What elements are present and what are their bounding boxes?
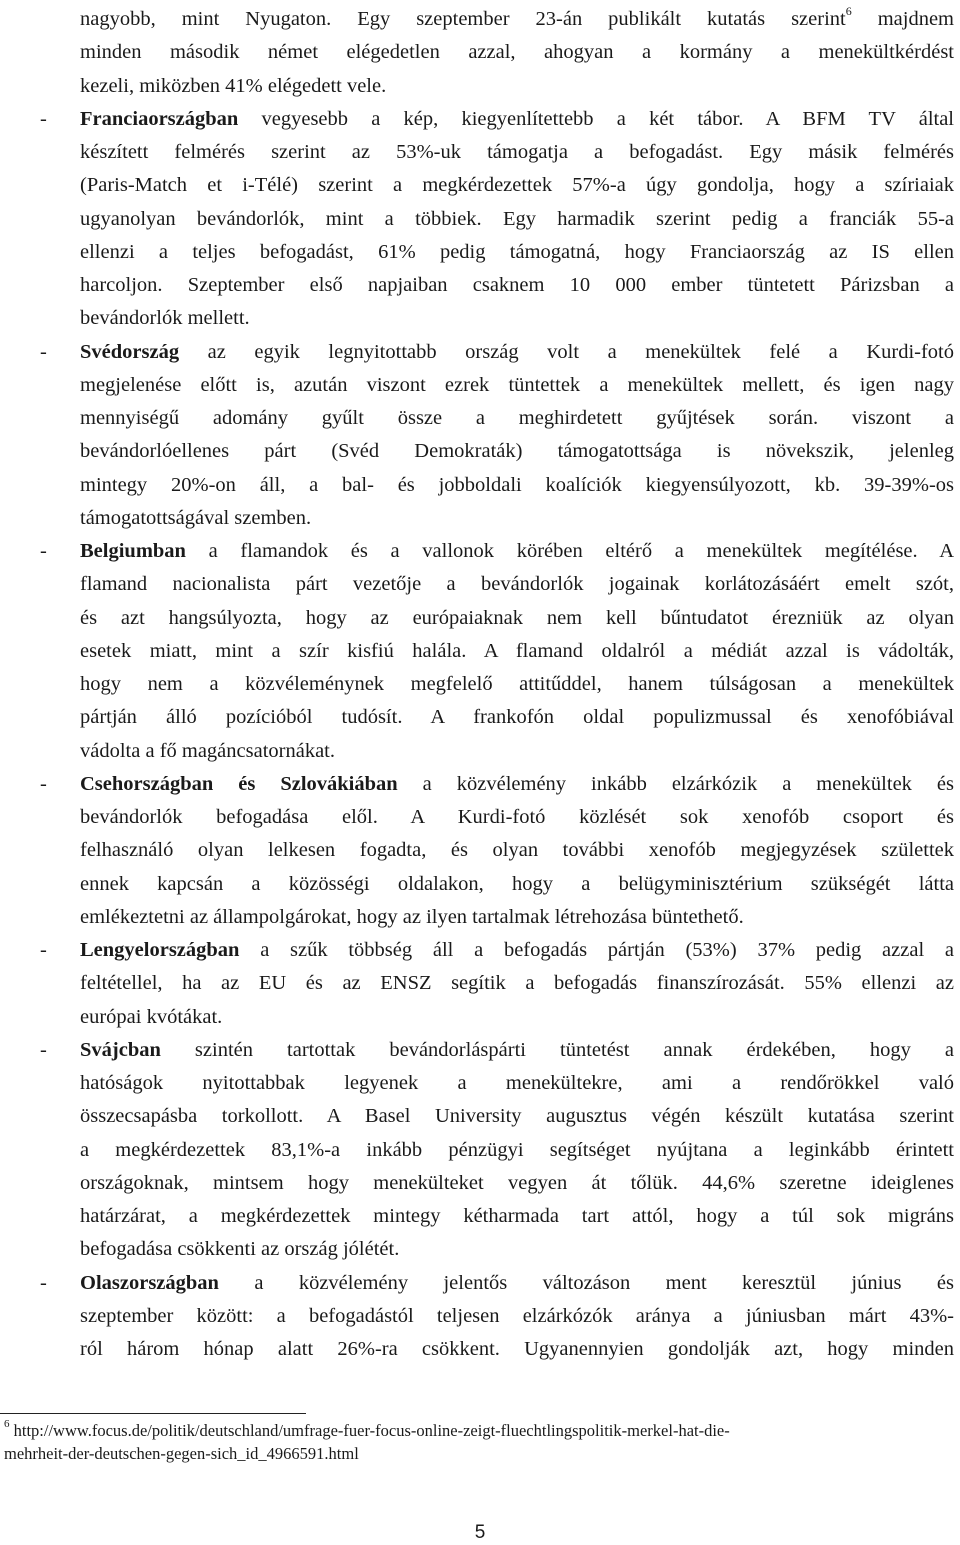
list-item-line xyxy=(80,169,954,202)
list-item-line xyxy=(80,768,954,801)
text-span: megjelenése előtt is, azután viszont ezrek tüntettek a menekültek mellett, és igen nagy xyxy=(80,373,954,396)
text-span: összecsapásba torkollott. A Basel University augusztus végén készült kutatása szerint xyxy=(80,1105,954,1128)
text-span: készített felmérés szerint az 53%-uk támogatja a befogadást. Egy másik felmérés xyxy=(80,141,954,163)
list-item-line xyxy=(80,735,954,768)
text-span: a szűk többség áll a befogadás pártján (53%) 37% pedig azzal a xyxy=(239,939,954,961)
text-span: befogadása csökkenti az ország jólétét. xyxy=(80,1238,400,1261)
country-name: Svédország xyxy=(80,340,180,363)
list-item-line xyxy=(80,203,954,236)
footnote-ref: 6 xyxy=(845,4,852,19)
list-item-line xyxy=(80,302,954,335)
text-span: a közvélemény inkább elzárkózik a menekültek és xyxy=(397,772,954,795)
footnote-divider xyxy=(0,1413,306,1414)
text-span: felhasználó olyan lelkesen fogadta, és olyan további xenofób megjegyzések születtek xyxy=(80,839,954,862)
country-name: Lengyelországban xyxy=(80,939,240,961)
list-item-line xyxy=(80,1167,954,1200)
list-bullet-dash: - xyxy=(40,340,47,363)
list-bullet-dash: - xyxy=(40,107,47,130)
footnote-url-part1: http://www.focus.de/politik/deutschland/umfrage-fuer-focus-online-zeigt-fluechtlingspolitik-merkel-hat-die- xyxy=(9,1421,730,1440)
list-item-line xyxy=(80,635,954,668)
text-span: pártján álló pozícióból tudósít. A frankofón oldal populizmussal és xenofóbiával xyxy=(80,706,954,729)
footnote-line xyxy=(4,1417,730,1442)
text-span: a közvélemény jelentős változáson ment keresztül június és xyxy=(218,1271,954,1294)
list-item-line xyxy=(80,136,954,169)
country-name: Belgiumban xyxy=(80,540,186,562)
text-span: az egyik legnyitottabb ország volt a menekültek felé a Kurdi-fotó xyxy=(179,340,954,363)
text-span: ennek kapcsán a közösségi oldalakon, hogy a belügyminisztérium szükségét látta xyxy=(80,872,954,895)
text-span: mintegy 20%-on áll, a bal- és jobboldali koalíciók kiegyensúlyozott, kb. 39-39%-os xyxy=(80,473,954,496)
list-item-line xyxy=(80,934,954,967)
text-span: majdnem xyxy=(851,8,954,30)
list-item-line xyxy=(80,834,954,867)
text-span: ugyanolyan bevándorlók, mint a többiek. Egy harmadik szerint pedig a franciák 55-a xyxy=(80,207,954,230)
footnote-url-part2: mehrheit-der-deutschen-gegen-sich_id_4966591.html xyxy=(4,1444,359,1463)
text-span: hogy nem a közvéleménynek megfelelő attitűddel, hanem túlságosan a menekültek xyxy=(80,673,954,695)
text-span: harcoljon. Szeptember első napjaiban csaknem 10 000 ember tüntetett Párizsban a xyxy=(80,274,954,296)
text-line xyxy=(80,70,954,103)
country-name: Csehországban és Szlovákiában xyxy=(80,772,398,795)
list-item-line xyxy=(80,1034,954,1067)
text-span: (Paris-Match et i-Télé) szerint a megkérdezettek 57%-a úgy gondolja, hogy a szíriaiak xyxy=(80,174,954,197)
text-span: nagyobb, mint Nyugaton. Egy szeptember 23-án publikált kutatás szerint xyxy=(80,8,846,30)
list-bullet-dash: - xyxy=(40,939,47,961)
list-bullet-dash: - xyxy=(40,540,47,562)
text-span: szeptember között: a befogadástól teljesen elzárkózók aránya a júniusban márt 43%- xyxy=(80,1304,954,1327)
text-span: flamand nacionalista párt vezetője a bevándorlók jogainak korlátozásáért emelt szót, xyxy=(80,573,954,596)
text-span: és azt hangsúlyozta, hogy az európaiaknak nem kell bűntudatot érezniük az olyan xyxy=(80,606,954,629)
text-line xyxy=(80,3,954,36)
text-span: a megkérdezettek 83,1%-a inkább pénzügyi segítséget nyújtana a leginkább érintett xyxy=(80,1138,954,1161)
text-span: európai kvótákat. xyxy=(80,1005,223,1028)
text-span: esetek miatt, mint a szír kisfiú halála. A flamand oldalról a médiát azzal is vádolták, xyxy=(80,639,954,662)
list-item-line xyxy=(80,1233,954,1266)
list-item-line xyxy=(80,103,954,136)
text-line xyxy=(80,36,954,69)
list-bullet-dash: - xyxy=(40,1271,47,1294)
text-span: mennyiségű adomány gyűlt össze a meghirdetett gyűjtések során. viszont a xyxy=(80,407,954,429)
list-bullet-dash: - xyxy=(40,1038,47,1061)
text-span: ról három hónap alatt 26%-ra csökkent. Ugyanennyien gondolják azt, hogy minden xyxy=(80,1338,954,1360)
list-item-line xyxy=(80,1001,954,1034)
list-item-line xyxy=(80,502,954,535)
list-item-line xyxy=(80,701,954,734)
list-item-line xyxy=(80,1200,954,1233)
list-item-line xyxy=(80,269,954,302)
text-span: határzárat, a megkérdezettek mintegy kétharmada tart attól, hogy a túl sok migráns xyxy=(80,1205,954,1227)
list-item-line xyxy=(80,602,954,635)
list-item-line xyxy=(80,1333,954,1366)
text-span: feltétellel, ha az EU és az ENSZ segítik a befogadás finanszírozását. 55% ellenzi az xyxy=(80,972,954,995)
list-item-line xyxy=(80,801,954,834)
list-item-line xyxy=(80,901,954,934)
text-span: országoknak, mintsem hogy menekülteket vegyen át tőlük. 44,6% szeretne ideiglenes xyxy=(80,1171,954,1194)
list-item-line xyxy=(80,967,954,1000)
list-item-line xyxy=(80,1300,954,1333)
list-item-line xyxy=(80,535,954,568)
list-item-line xyxy=(80,668,954,701)
list-item-line xyxy=(80,1134,954,1167)
text-span: bevándorlók mellett. xyxy=(80,307,250,330)
list-item-line xyxy=(80,369,954,402)
list-item-line xyxy=(80,868,954,901)
list-item-line xyxy=(80,1100,954,1133)
text-span: ellenzi a teljes befogadást, 61% pedig támogatná, hogy Franciaország az IS ellen xyxy=(80,240,954,263)
page-number: 5 xyxy=(474,1522,486,1543)
text-span: bevándorlóellenes párt (Svéd Demokraták) támogatottsága is növekszik, jelenleg xyxy=(80,440,954,463)
list-item-line xyxy=(80,469,954,502)
text-span: bevándorlók befogadása elől. A Kurdi-fotó közlését sok xenofób csoport és xyxy=(80,806,954,828)
text-span: vádolta a fő magáncsatornákat. xyxy=(80,739,335,762)
list-item-line xyxy=(80,1267,954,1300)
text-span: kezeli, miközben 41% elégedett vele. xyxy=(80,74,387,97)
text-span: támogatottságával szemben. xyxy=(80,506,312,529)
country-name: Svájcban xyxy=(80,1038,161,1061)
text-span: szintén tartottak bevándorláspárti tüntetést annak érdekében, hogy a xyxy=(160,1038,954,1061)
list-item-line xyxy=(80,568,954,601)
list-item-line xyxy=(80,336,954,369)
text-span: hatóságok nyitottabbak legyenek a menekültekre, ami a rendőrökkel való xyxy=(80,1072,954,1094)
list-item-line xyxy=(80,402,954,435)
footnote-mark: 6 xyxy=(4,1417,10,1430)
text-span: vegyesebb a kép, kiegyenlítettebb a két tábor. A BFM TV által xyxy=(238,107,954,130)
list-bullet-dash: - xyxy=(40,772,47,795)
country-name: Olaszországban xyxy=(80,1271,219,1294)
text-span: a flamandok és a vallonok körében eltérő a menekültek megítélése. A xyxy=(185,540,954,562)
list-item-line xyxy=(80,435,954,468)
country-name: Franciaországban xyxy=(80,107,239,130)
list-item-line xyxy=(80,236,954,269)
text-span: minden második német elégedetlen azzal, ahogyan a kormány a menekültkérdést xyxy=(80,41,954,64)
text-span: emlékeztetni az állampolgárokat, hogy az ilyen tartalmak létrehozása büntethető. xyxy=(80,905,744,928)
list-item-line xyxy=(80,1067,954,1100)
footnote-line xyxy=(4,1443,359,1465)
